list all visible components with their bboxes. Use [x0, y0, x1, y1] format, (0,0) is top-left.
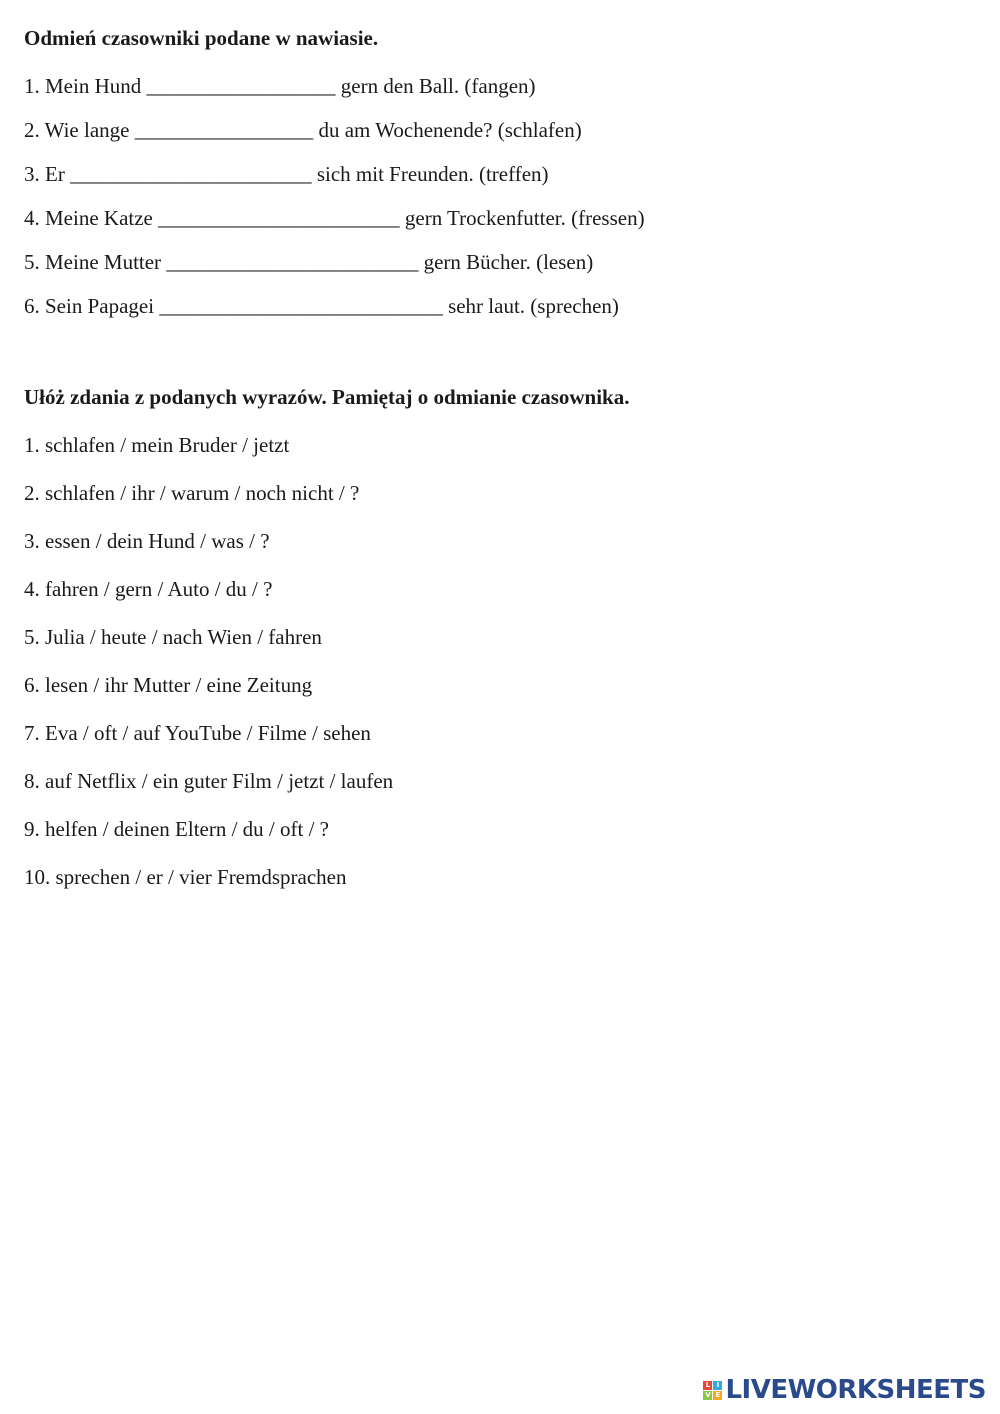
exercise2-item: 9. helfen / deinen Eltern / du / oft / ?: [24, 817, 329, 841]
exercise1-item: [24, 250, 593, 274]
liveworksheets-logo: [703, 1376, 986, 1404]
exercise1-item: [24, 74, 536, 98]
logo-letter: E: [713, 1391, 722, 1400]
exercise2-item: 2. schlafen / ihr / warum / noch nicht / ?: [24, 481, 360, 505]
item-before: 2. Wie lange: [24, 118, 130, 142]
answer-blank[interactable]: __________________: [146, 74, 336, 98]
item-after: gern Trockenfutter. (fressen): [404, 206, 645, 230]
exercise2-item: 6. lesen / ihr Mutter / eine Zeitung: [24, 673, 313, 697]
answer-blank[interactable]: _______________________: [70, 162, 312, 186]
item-after: du am Wochenende? (schlafen): [318, 118, 582, 142]
answer-blank[interactable]: _______________________: [158, 206, 400, 230]
exercise1-item: [24, 206, 645, 230]
exercise2-item: 5. Julia / heute / nach Wien / fahren: [24, 625, 322, 649]
exercise1-item: [24, 294, 619, 318]
exercise1-item: [24, 118, 582, 142]
exercise2-item: 8. auf Netflix / ein guter Film / jetzt / laufen: [24, 769, 394, 793]
answer-blank[interactable]: ___________________________: [159, 294, 443, 318]
item-after: sehr laut. (sprechen): [448, 294, 619, 318]
item-after: sich mit Freunden. (treffen): [316, 162, 549, 186]
exercise2-item: 4. fahren / gern / Auto / du / ?: [24, 577, 273, 601]
logo-letter: I: [713, 1381, 722, 1390]
item-after: gern den Ball. (fangen): [340, 74, 536, 98]
item-before: 6. Sein Papagei: [24, 294, 155, 318]
exercise1-item: [24, 162, 549, 186]
item-before: 5. Meine Mutter: [24, 250, 162, 274]
exercise2-item: 10. sprechen / er / vier Fremdsprachen: [24, 865, 347, 889]
exercise2-item: 3. essen / dein Hund / was / ?: [24, 529, 270, 553]
logo-letter: V: [705, 1390, 711, 1399]
section1-heading: Odmień czasowniki podane w nawiasie.: [24, 26, 379, 50]
exercise2-item: 1. schlafen / mein Bruder / jetzt: [24, 433, 290, 457]
exercise2-item: 7. Eva / oft / auf YouTube / Filme / sehen: [24, 721, 371, 745]
item-before: 3. Er: [24, 162, 65, 186]
item-before: 4. Meine Katze: [24, 206, 153, 230]
live-grid-icon: [703, 1381, 722, 1400]
item-after: gern Bücher. (lesen): [423, 250, 594, 274]
logo-letter: L: [703, 1381, 712, 1390]
answer-blank[interactable]: _________________: [134, 118, 314, 142]
logo-text: LIVEWORKSHEETS: [725, 1375, 986, 1405]
answer-blank[interactable]: ________________________: [166, 250, 419, 274]
item-before: 1. Mein Hund: [24, 74, 142, 98]
section2-heading: Ułóż zdania z podanych wyrazów. Pamiętaj o odmianie czasownika.: [24, 385, 630, 409]
